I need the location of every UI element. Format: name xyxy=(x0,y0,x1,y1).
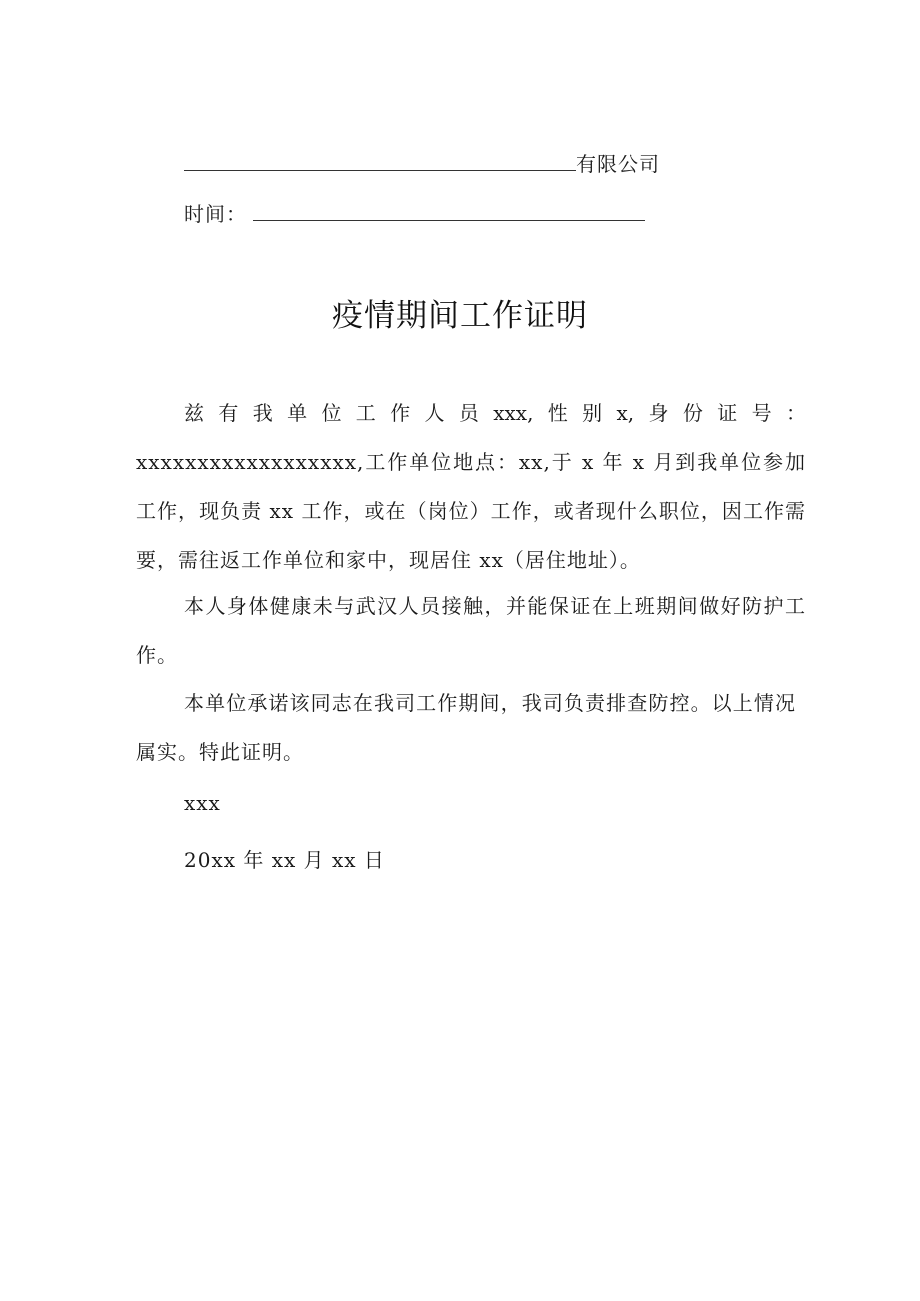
paragraph-1-token: 别 xyxy=(582,401,603,425)
paragraph-1-token: 份 xyxy=(682,401,703,425)
time-label: 时间： xyxy=(184,202,247,226)
signature-date: 20xx 年 xx 月 xx 日 xyxy=(184,848,385,872)
paragraph-1-token: 有 xyxy=(218,401,239,425)
paragraph-1-first-line xyxy=(184,399,806,427)
paragraph-1-token: 员 xyxy=(458,401,479,425)
paragraph-1-token: 性 xyxy=(547,401,568,425)
paragraph-1-token: ： xyxy=(785,401,806,425)
paragraph-1-token: 证 xyxy=(717,401,738,425)
paragraph-1-token: 身 xyxy=(648,401,669,425)
paragraph-1-token: 工 xyxy=(355,401,376,425)
paragraph-1-token: 我 xyxy=(252,401,273,425)
company-suffix: 有限公司 xyxy=(576,152,660,176)
paragraph-1-token: 人 xyxy=(424,401,445,425)
company-line xyxy=(184,150,660,178)
signature-name: xxx xyxy=(184,791,221,815)
paragraph-1-token: 单 xyxy=(287,401,308,425)
paragraph-1-token: 作 xyxy=(390,401,411,425)
paragraph-1-token: 位 xyxy=(321,401,342,425)
paragraph-1: xxxxxxxxxxxxxxxxxx,工作单位地点：xx,于 x 年 x 月到我单位参加工作，现负责 xx 工作，或在（岗位）工作，或者现什么职位，因工作需要，需往返工作单位和家中，现居住 xx（居住地址）。 xyxy=(136,450,806,572)
time-blank[interactable] xyxy=(253,202,645,221)
paragraph-1-token: x, xyxy=(616,401,635,425)
paragraph-3: 本单位承诺该同志在我司工作期间，我司负责排查防控。以上情况属实。特此证明。 xyxy=(136,691,796,764)
paragraph-1-token: 号 xyxy=(751,401,772,425)
document-title: 疫情期间工作证明 xyxy=(332,298,588,334)
paragraph-1-token: xxx, xyxy=(493,401,534,425)
time-line xyxy=(184,200,645,228)
paragraph-2: 本人身体健康未与武汉人员接触，并能保证在上班期间做好防护工作。 xyxy=(136,594,806,667)
company-name-blank[interactable] xyxy=(184,152,576,171)
paragraph-1-token: 兹 xyxy=(184,401,204,425)
